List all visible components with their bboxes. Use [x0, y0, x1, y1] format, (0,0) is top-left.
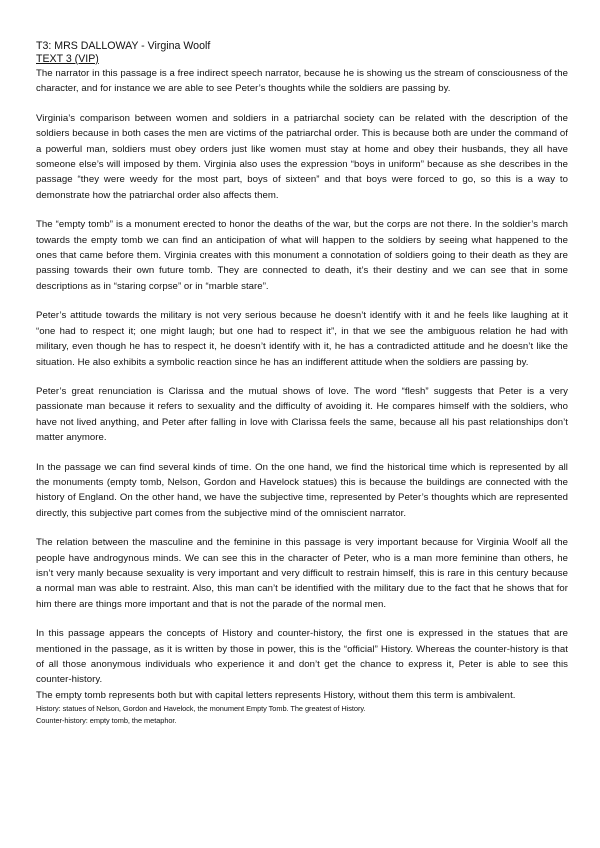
paragraph-empty-tomb: The “empty tomb” is a monument erected to honor the deaths of the war, but the corps are not there. In the soldier’s march towards the empty tomb we can find an anticipation of what will happen to the soldiers by seeing what happened to the ones that came before them. Virginia creates with this monument a connotation of soldiers going to their death as they are passing towards their own future tomb. They are connected to death, it’s their destiny and we can see that in some descriptions as in “staring corpse” or in “marble stare”. [36, 219, 568, 292]
paragraph-narrator: The narrator in this passage is a free indirect speech narrator, because he is showing us the stream of consciousness of the character, and for instance we are able to see Peter’s thoughts while the soldiers are passing by. [36, 68, 568, 95]
note-history: History: statues of Nelson, Gordon and Havelock, the monument Empty Tomb. The greatest of History. [36, 704, 366, 714]
document-title: T3: MRS DALLOWAY - Virgina Woolf [36, 40, 211, 52]
document-subtitle: TEXT 3 (VIP) [36, 53, 99, 65]
paragraph-empty-tomb-history: The empty tomb represents both but with capital letters represents History, without them this term is ambivalent. [36, 689, 516, 701]
paragraph-renunciation: Peter’s great renunciation is Clarissa and the mutual shows of love. The word “flesh” suggests that Peter is a very passionate man because it refers to sexuality and the difficulty of avoiding it. He compares himself with the soldiers, who have not lived anything, and Peter after falling in love with Clarissa feels the same, because all his past relationships don’t matter anymore. [36, 385, 568, 444]
paragraph-masculine-feminine: The relation between the masculine and the feminine in this passage is very important because for Virginia Woolf all the people have androgynous minds. We can see this in the character of Peter, who is a man more feminine than others, he isn’t very manly because sexuality is very important and very difficult to restrain himself, this is rare in this century because a normal man was able to restraint. Also, this man can’t be identified with the military due to the fact that he shows that for him there are things more important and that is not the parade of the normal men. [36, 537, 568, 610]
paragraph-time: In the passage we can find several kinds of time. On the one hand, we find the historical time which is represented by all the monuments (empty tomb, Nelson, Gordon and Havelock statues) this is because the buildings are connected with the history of England. On the other hand, we have the subjective time, represented by Peter’s thoughts which are represented directly, this subjective part comes from the subjective mind of the omniscient narrator. [36, 461, 568, 519]
paragraph-history: In this passage appears the concepts of History and counter-history, the first one is expressed in the statues that are mentioned in the passage, as it is written by those in power, this is the “official” History. Whereas the counter-history is that of all those anonymous individuals who experience it and don’t get the chance to express it, Peter is able to see this counter-history. [36, 628, 568, 686]
paragraph-peter-attitude: Peter’s attitude towards the military is not very serious because he doesn’t identify with it and he feels like laughing at it “one had to respect it; one might laugh; but one had to respect it”, in that we see the ambiguous relation he had with military, even though he has to respect it, he doesn’t identify with it, he has a contradicted attitude and he doesn’t like the situation. He also exhibits a symbolic reaction since he has an indifferent attitude when the soldiers are passing by. [36, 310, 568, 368]
document-page [36, 40, 568, 726]
paragraph-women-soldiers: Virginia’s comparison between women and soldiers in a patriarchal society can be related with the description of the soldiers because in both cases the men are victims of the patriarchal order. This is because both are under the command of a powerful man, soldiers must obey orders just like women must stay at home and obey their husbands, they all have someone else’s will imposed by them. Virginia also uses the expression “boys in uniform” because as she describes in the passage “they were weedy for the most part, boys of sixteen” and that boys were forced to go, so this is a way to demonstrate how the patriarchal order also affects them. [36, 112, 568, 201]
note-counter-history: Counter-history: empty tomb, the metaphor. [36, 715, 177, 725]
